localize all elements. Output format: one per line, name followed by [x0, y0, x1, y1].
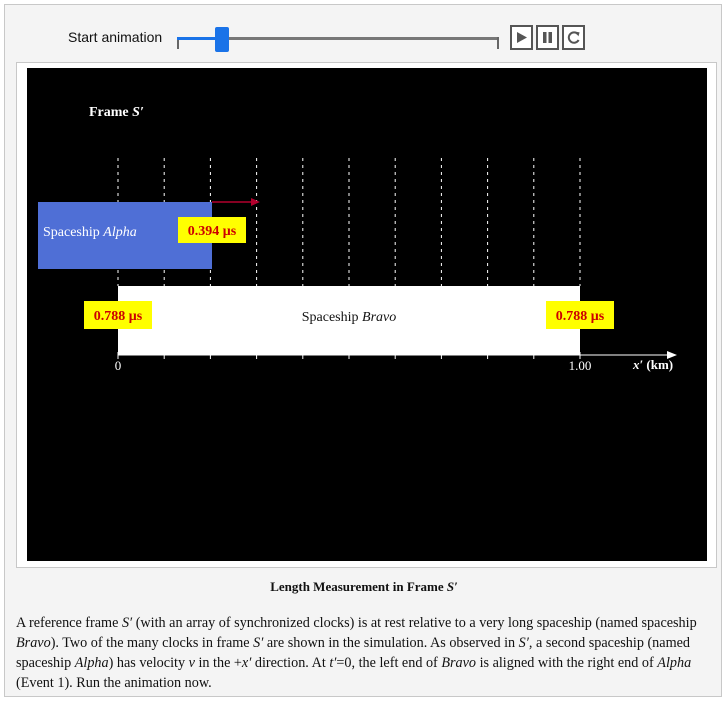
pause-icon	[540, 30, 555, 45]
description-italic: Alpha	[657, 655, 692, 671]
frame-label: Frame S′	[89, 105, 144, 120]
description-text	[16, 613, 717, 693]
description-span: ) has velocity	[108, 655, 189, 671]
simulation-svg	[27, 68, 707, 561]
description-span: ). Two of the many clocks in frame	[50, 635, 254, 651]
x-axis-tick-end: 1.00	[568, 358, 592, 373]
description-span: is aligned with the right end of	[476, 655, 658, 671]
app-panel	[4, 4, 722, 697]
description-italic: S′	[253, 635, 264, 651]
description-span: direction. At	[251, 655, 330, 671]
bravo-left-clock-reading: 0.788 μs	[93, 309, 143, 324]
description-italic: t′	[329, 655, 337, 671]
description-span: (Event 1). Run the animation now.	[16, 675, 212, 691]
slider-track[interactable]	[229, 37, 499, 40]
slider-thumb[interactable]	[215, 27, 229, 52]
animation-controls	[5, 5, 723, 57]
description-italic: x′	[241, 655, 252, 671]
description-italic: S′	[121, 615, 133, 631]
play-icon	[514, 30, 529, 45]
description-italic: Bravo	[16, 635, 51, 651]
x-axis-label: x′ (km)	[633, 357, 674, 372]
description-italic: Alpha	[74, 655, 109, 671]
description-span: in the +	[194, 655, 242, 671]
pause-button[interactable]	[536, 25, 559, 50]
description-italic: v	[188, 655, 195, 671]
spaceship-alpha-label: Spaceship Alpha	[43, 225, 137, 240]
simulation-frame	[16, 62, 717, 568]
simulation-canvas	[27, 68, 707, 561]
description-italic: Bravo	[441, 655, 477, 671]
slider-right-bracket	[497, 37, 499, 49]
description-span: =0, the left end of	[336, 655, 442, 671]
play-button[interactable]	[510, 25, 533, 50]
bravo-right-clock-reading: 0.788 μs	[555, 309, 605, 324]
description-span: A reference frame	[16, 615, 122, 631]
reset-button[interactable]	[562, 25, 585, 50]
description-span: , a second spaceship (named spaceship	[16, 635, 691, 671]
description-span: are shown in the simulation. As observed in	[263, 635, 519, 651]
x-axis-tick-zero: 0	[114, 358, 122, 373]
caption-title: Length Measurement in Frame S′	[270, 579, 458, 594]
reset-icon	[566, 30, 581, 45]
spaceship-bravo-label: Spaceship Bravo	[301, 310, 397, 325]
alpha-clock-reading: 0.394 μs	[187, 224, 237, 239]
animation-slider[interactable]	[177, 25, 499, 51]
start-animation-label: Start animation	[68, 29, 163, 45]
description-italic: S′	[518, 635, 529, 651]
description-span: (with an array of synchronized clocks) is at rest relative to a very long spaceship (named spaceship	[132, 615, 697, 631]
